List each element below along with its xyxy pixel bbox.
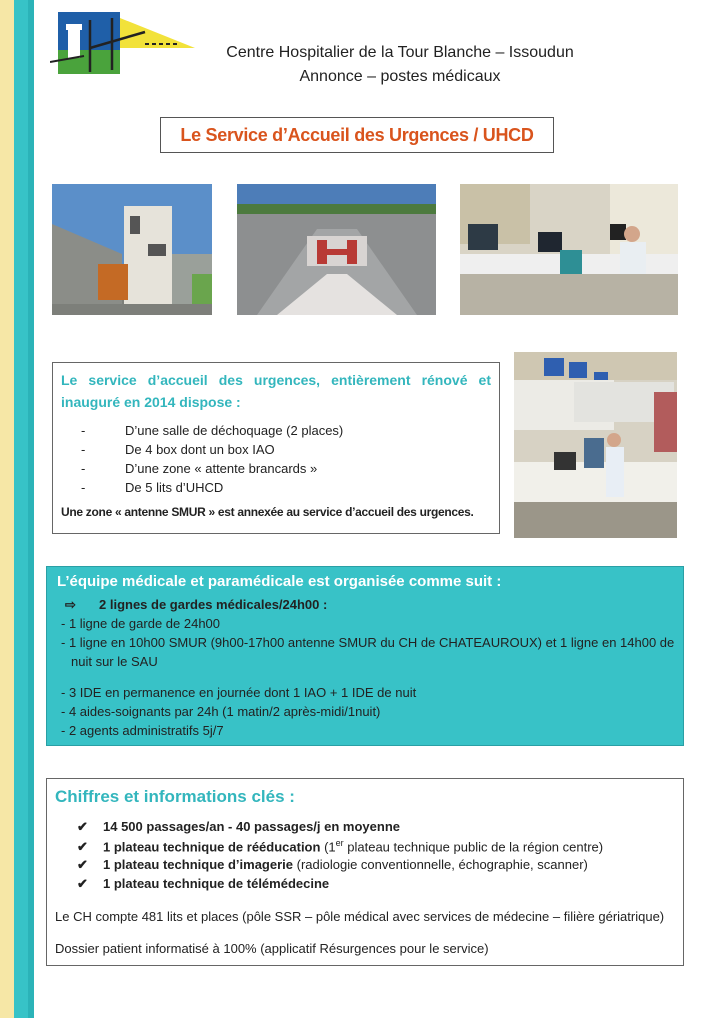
- header-subtitle: Annonce – postes médicaux: [299, 68, 501, 85]
- team-line: - 2 agents administratifs 5j/7: [61, 723, 224, 738]
- list-item: ✔ 1 plateau technique de rééducation (1er plateau technique public de la région centre): [77, 838, 604, 855]
- team-line: nuit sur le SAU: [71, 654, 158, 669]
- header-title: Centre Hospitalier de la Tour Blanche – Issoudun: [226, 44, 574, 61]
- team-line: - 3 IDE en permanence en journée dont 1 IAO + 1 IDE de nuit: [61, 685, 417, 700]
- beds-info: Le CH compte 481 lits et places (pôle SSR – pôle médical avec services de médecine – filière gériatrique): [55, 909, 665, 924]
- team-subheading: ⇨ 2 lignes de gardes médicales/24h00 :: [61, 597, 327, 613]
- list-item: ✔ 1 plateau technique de télémédecine: [77, 876, 330, 891]
- team-line: - 4 aides-soignants par 24h (1 matin/2 après-midi/1nuit): [61, 704, 381, 719]
- hospital-building-photo: [52, 184, 212, 315]
- helipad-photo: [237, 184, 436, 315]
- facilities-list: [61, 421, 343, 497]
- list-item: - D’une zone « attente brancards »: [81, 461, 318, 476]
- list-item: - De 4 box dont un box IAO: [81, 442, 275, 457]
- check-icon: ✔: [77, 819, 88, 834]
- list-item: ✔ 14 500 passages/an - 40 passages/j en moyenne: [77, 819, 400, 834]
- team-heading: L’équipe médicale et paramédicale est organisée comme suit :: [57, 573, 502, 590]
- team-line: - 1 ligne en 10h00 SMUR (9h00-17h00 antenne SMUR du CH de CHATEAUROUX) et 1 ligne en 14h00 de: [61, 635, 675, 650]
- records-info: Dossier patient informatisé à 100% (applicatif Résurgences pour le service): [55, 941, 489, 956]
- team-organization-box: [46, 566, 684, 746]
- hospital-logo: [50, 10, 200, 80]
- key-figures-heading: Chiffres et informations clés :: [55, 787, 295, 806]
- control-room-photo: [460, 184, 678, 315]
- list-item: ✔ 1 plateau technique d’imagerie (radiologie conventionnelle, échographie, scanner): [77, 857, 588, 872]
- arrow-right-icon: ⇨: [65, 597, 76, 612]
- service-intro: Le service d’accueil des urgences, entièrement rénové et inauguré en 2014 dispose :: [61, 372, 491, 410]
- left-teal-band-edge: [28, 0, 34, 1018]
- check-icon: ✔: [77, 839, 88, 855]
- service-title: Le Service d’Accueil des Urgences / UHCD: [160, 117, 554, 153]
- list-item: - De 5 lits d’UHCD: [81, 480, 224, 495]
- check-icon: ✔: [77, 876, 88, 891]
- check-icon: ✔: [77, 857, 88, 872]
- list-item: - D’une salle de déchoquage (2 places): [81, 423, 344, 438]
- lab-room-photo: [514, 352, 677, 538]
- key-figures-box: [46, 778, 684, 966]
- team-line: - 1 ligne de garde de 24h00: [61, 616, 221, 631]
- service-description-box: [52, 362, 500, 534]
- smur-note: Une zone « antenne SMUR » est annexée au service d’accueil des urgences.: [61, 505, 474, 519]
